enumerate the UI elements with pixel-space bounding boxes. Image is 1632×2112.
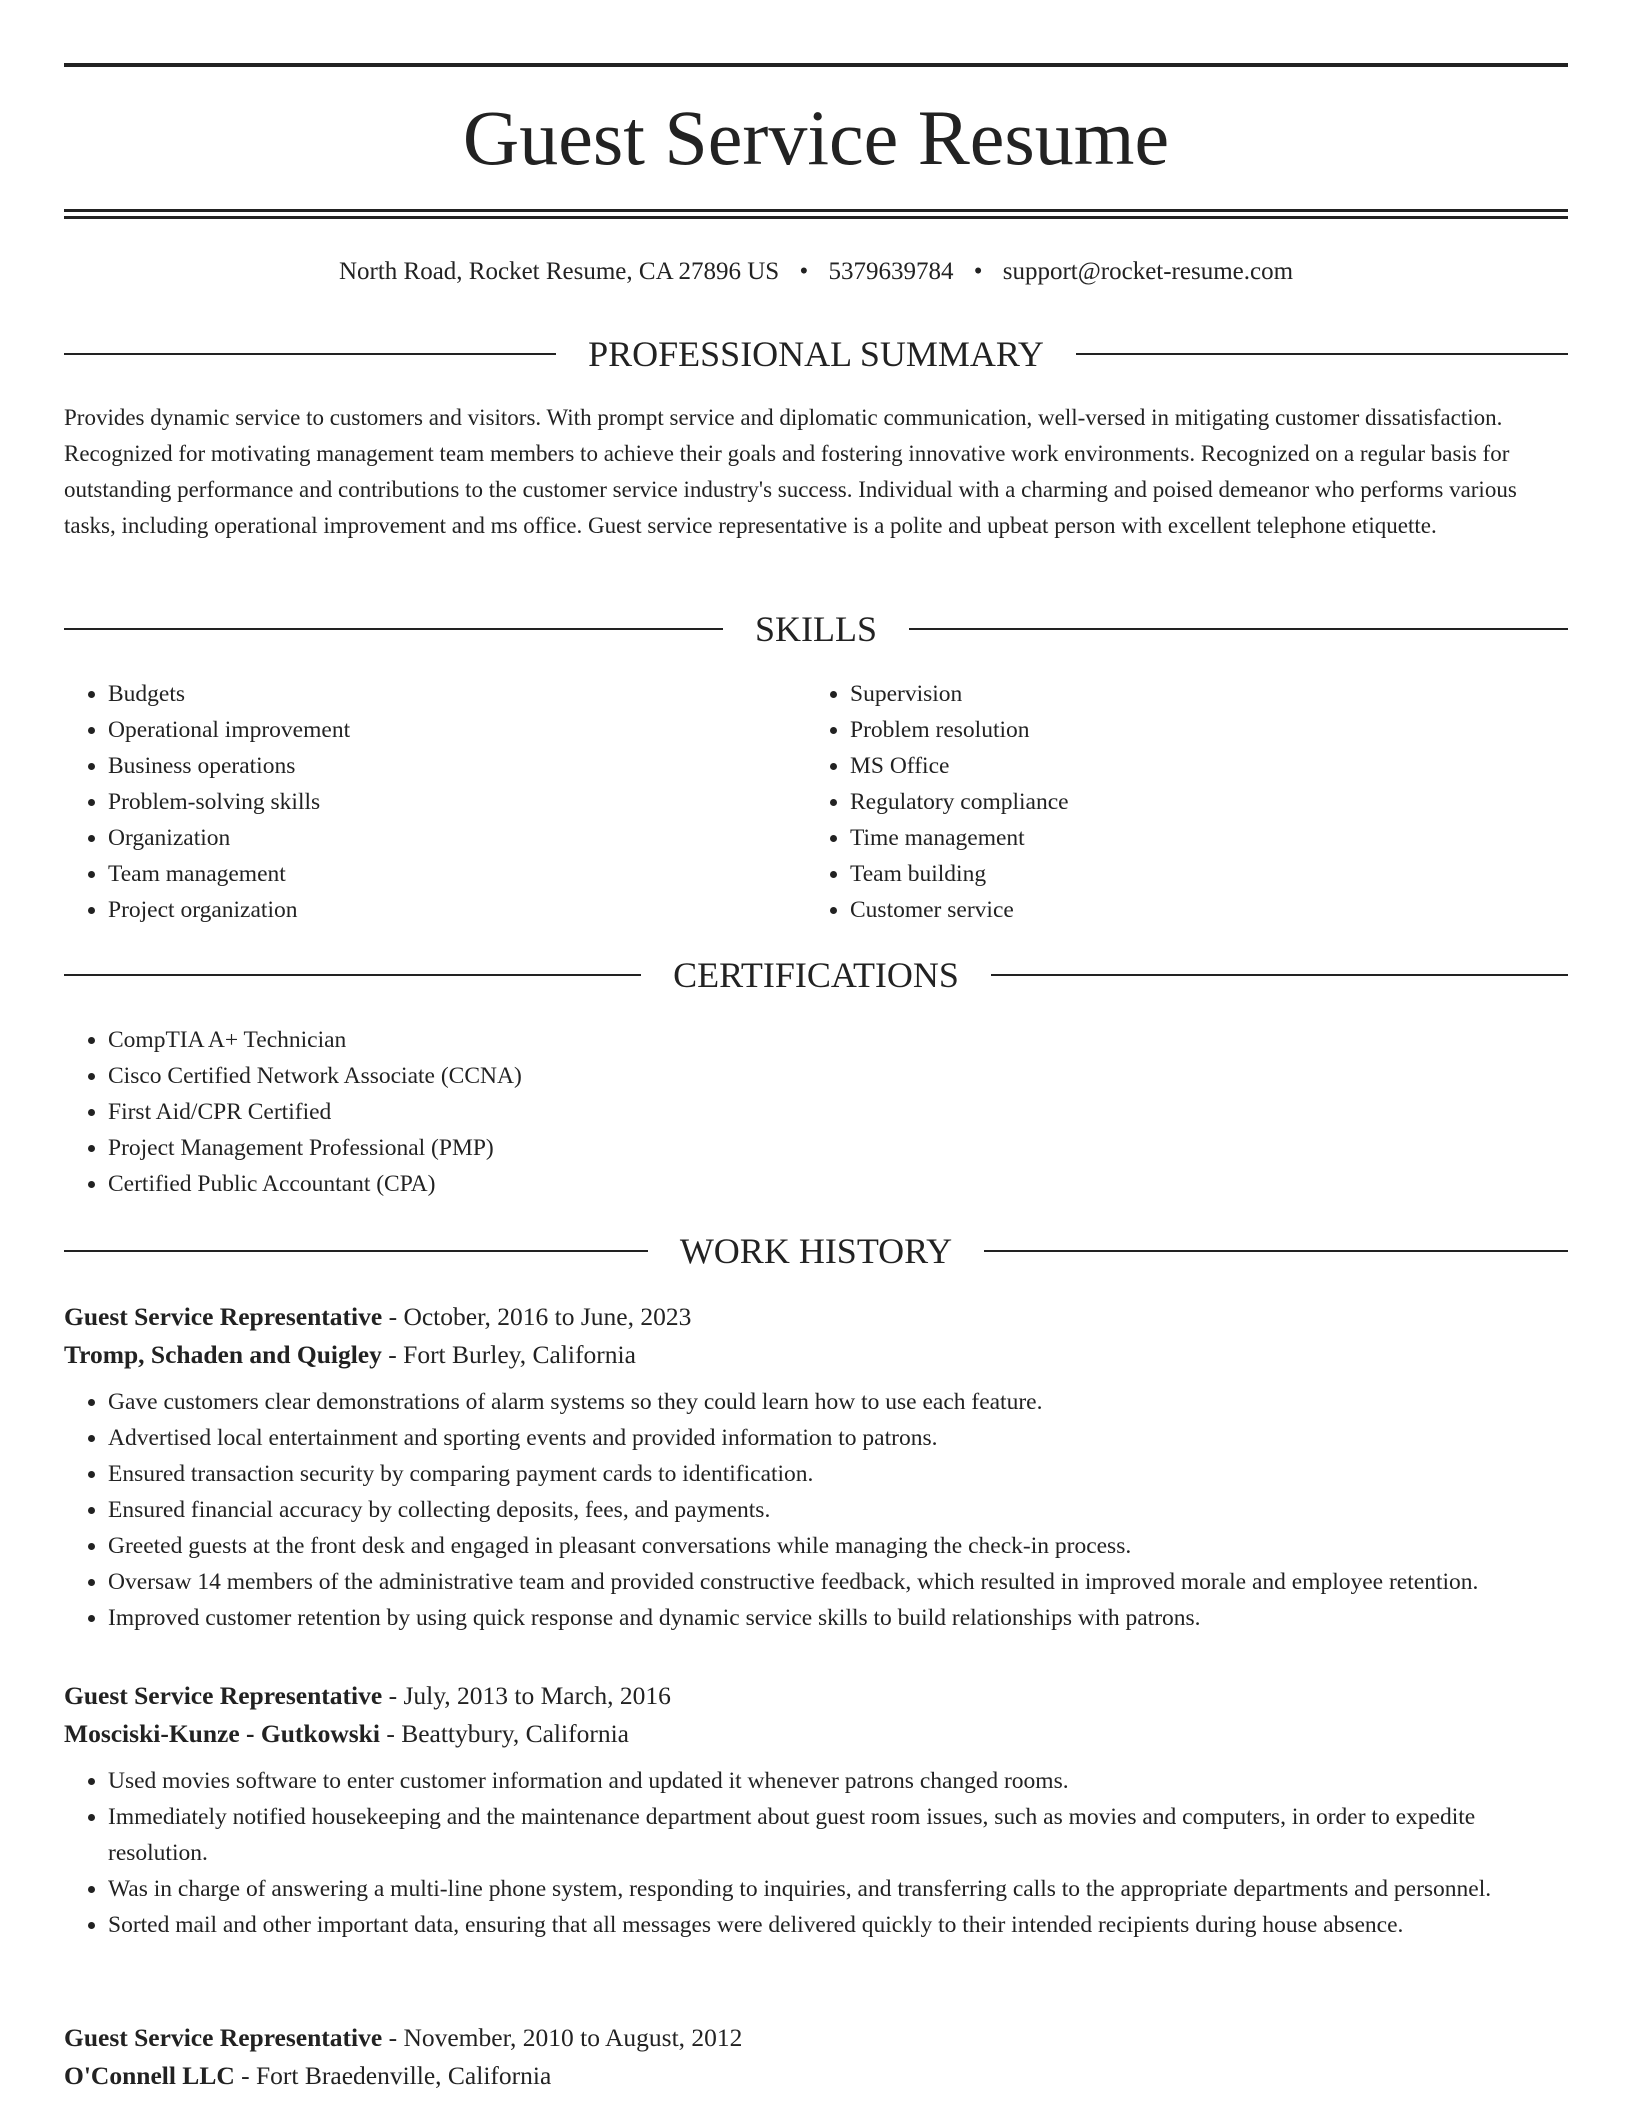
certifications-section-heading [64,953,1568,997]
job-title-line [64,1677,1568,1715]
job-duty: • Ensured financial accuracy by collecting deposits, fees, and payments. [108,1492,1568,1528]
job-dates: - July, 2013 to March, 2016 [382,1681,671,1710]
heading-rule-left [64,974,641,976]
job-duty: • Advertised local entertainment and sporting events and provided information to patrons. [108,1420,1568,1456]
job-title: Guest Service Representative [64,1681,383,1710]
job-duties-list [64,1384,1568,1636]
certifications-heading: CERTIFICATIONS [673,955,959,995]
skill-item: • Budgets [108,676,764,712]
skill-item: • Business operations [108,748,764,784]
summary-section-heading [64,332,1568,376]
job-duty: • Improved customer retention by using quick response and dynamic service skills to build relationships with patrons. [108,1600,1568,1636]
contact-separator: • [799,258,809,285]
skills-list-left [64,676,764,928]
certifications-block [64,1022,1064,1202]
contact-email: support@rocket-resume.com [1002,258,1294,285]
work-history-heading: WORK HISTORY [679,1231,953,1271]
heading-rule-left [64,1250,648,1252]
job-duty: • Ensured transaction security by comparing payment cards to identification. [108,1456,1568,1492]
skills-section-heading [64,607,1568,651]
skill-item: • Regulatory compliance [850,784,1506,820]
job-title-line [64,1298,1568,1336]
job-company: Mosciski-Kunze - Gutkowski [64,1719,380,1748]
job-entry [64,2019,1568,2095]
skill-item: • MS Office [850,748,1506,784]
skill-item: • Project organization [108,892,764,928]
job-dates: - November, 2010 to August, 2012 [382,2023,743,2052]
job-duty: • Greeted guests at the front desk and engaged in pleasant conversations while managing the check-in process. [108,1528,1568,1564]
top-rule [64,63,1568,67]
contact-separator: • [973,258,983,285]
summary-heading: PROFESSIONAL SUMMARY [588,334,1044,374]
job-title: Guest Service Representative [64,1302,383,1331]
skill-item: • Team management [108,856,764,892]
certification-item: • Project Management Professional (PMP) [108,1130,1064,1166]
skill-item: • Supervision [850,676,1506,712]
heading-rule-left [64,628,723,630]
job-duty: • Immediately notified housekeeping and the maintenance department about guest room issues, such as movies and computers, in order to expedite resolution. [108,1799,1568,1871]
work-history-section-heading [64,1229,1568,1273]
certification-item: • Certified Public Accountant (CPA) [108,1166,1064,1202]
skill-item: • Customer service [850,892,1506,928]
skill-item: • Time management [850,820,1506,856]
job-duty: • Used movies software to enter customer information and updated it whenever patrons changed rooms. [108,1763,1568,1799]
contact-address: North Road, Rocket Resume, CA 27896 US [338,258,780,285]
heading-rule-right [991,974,1568,976]
skill-item: • Problem resolution [850,712,1506,748]
skills-heading: SKILLS [755,609,878,649]
job-duty: • Oversaw 14 members of the administrative team and provided constructive feedback, which resulted in improved morale and employee retention. [108,1564,1568,1600]
skills-list-right [806,676,1506,928]
title-rule-upper [64,209,1568,212]
heading-rule-right [984,1250,1568,1252]
contact-phone: 5379639784 [828,258,954,285]
resume-title: Guest Service Resume [462,94,1170,181]
job-company-line [64,1336,1568,1374]
skill-item: • Organization [108,820,764,856]
job-duties-list [64,1763,1568,1943]
heading-rule-right [1076,353,1568,355]
heading-rule-right [909,628,1568,630]
heading-rule-left [64,353,556,355]
certification-item: • CompTIA A+ Technician [108,1022,1064,1058]
job-entry [64,1677,1568,1943]
job-duty: • Gave customers clear demonstrations of alarm systems so they could learn how to use each feature. [108,1384,1568,1420]
skills-column-left [64,676,764,928]
certification-item: • First Aid/CPR Certified [108,1094,1064,1130]
job-company-line [64,1715,1568,1753]
job-duty: • Sorted mail and other important data, ensuring that all messages were delivered quickly to their intended recipients during house absence. [108,1907,1568,1943]
contact-line [64,256,1568,288]
job-dates: - October, 2016 to June, 2023 [382,1302,692,1331]
job-company-line [64,2057,1568,2095]
job-location: - Fort Braedenville, California [234,2061,552,2090]
skills-column-right [806,676,1506,928]
job-company: O'Connell LLC [64,2061,235,2090]
title-rule-lower [64,216,1568,219]
job-company: Tromp, Schaden and Quigley [64,1340,382,1369]
summary-text: Provides dynamic service to customers and visitors. With prompt service and diplomatic communication, well-versed in mitigating customer dissatisfaction. Recognized for motivating management team members to achieve their goals and fostering innovative work environments. Recognized on a regular basis for outstanding performance and contributions to the customer service industry's success. Individual with a charming and poised demeanor who performs various tasks, including operational improvement and ms office. Guest service representative is a polite and upbeat person with excellent telephone etiquette. [64,405,1517,538]
job-location: - Beattybury, California [379,1719,629,1748]
job-title: Guest Service Representative [64,2023,383,2052]
certifications-list [64,1022,1064,1202]
certification-item: • Cisco Certified Network Associate (CCNA) [108,1058,1064,1094]
job-duty: • Was in charge of answering a multi-line phone system, responding to inquiries, and transferring calls to the appropriate departments and personnel. [108,1871,1568,1907]
job-entry [64,1298,1568,1636]
job-location: - Fort Burley, California [381,1340,636,1369]
skill-item: • Operational improvement [108,712,764,748]
skill-item: • Problem-solving skills [108,784,764,820]
job-title-line [64,2019,1568,2057]
skill-item: • Team building [850,856,1506,892]
